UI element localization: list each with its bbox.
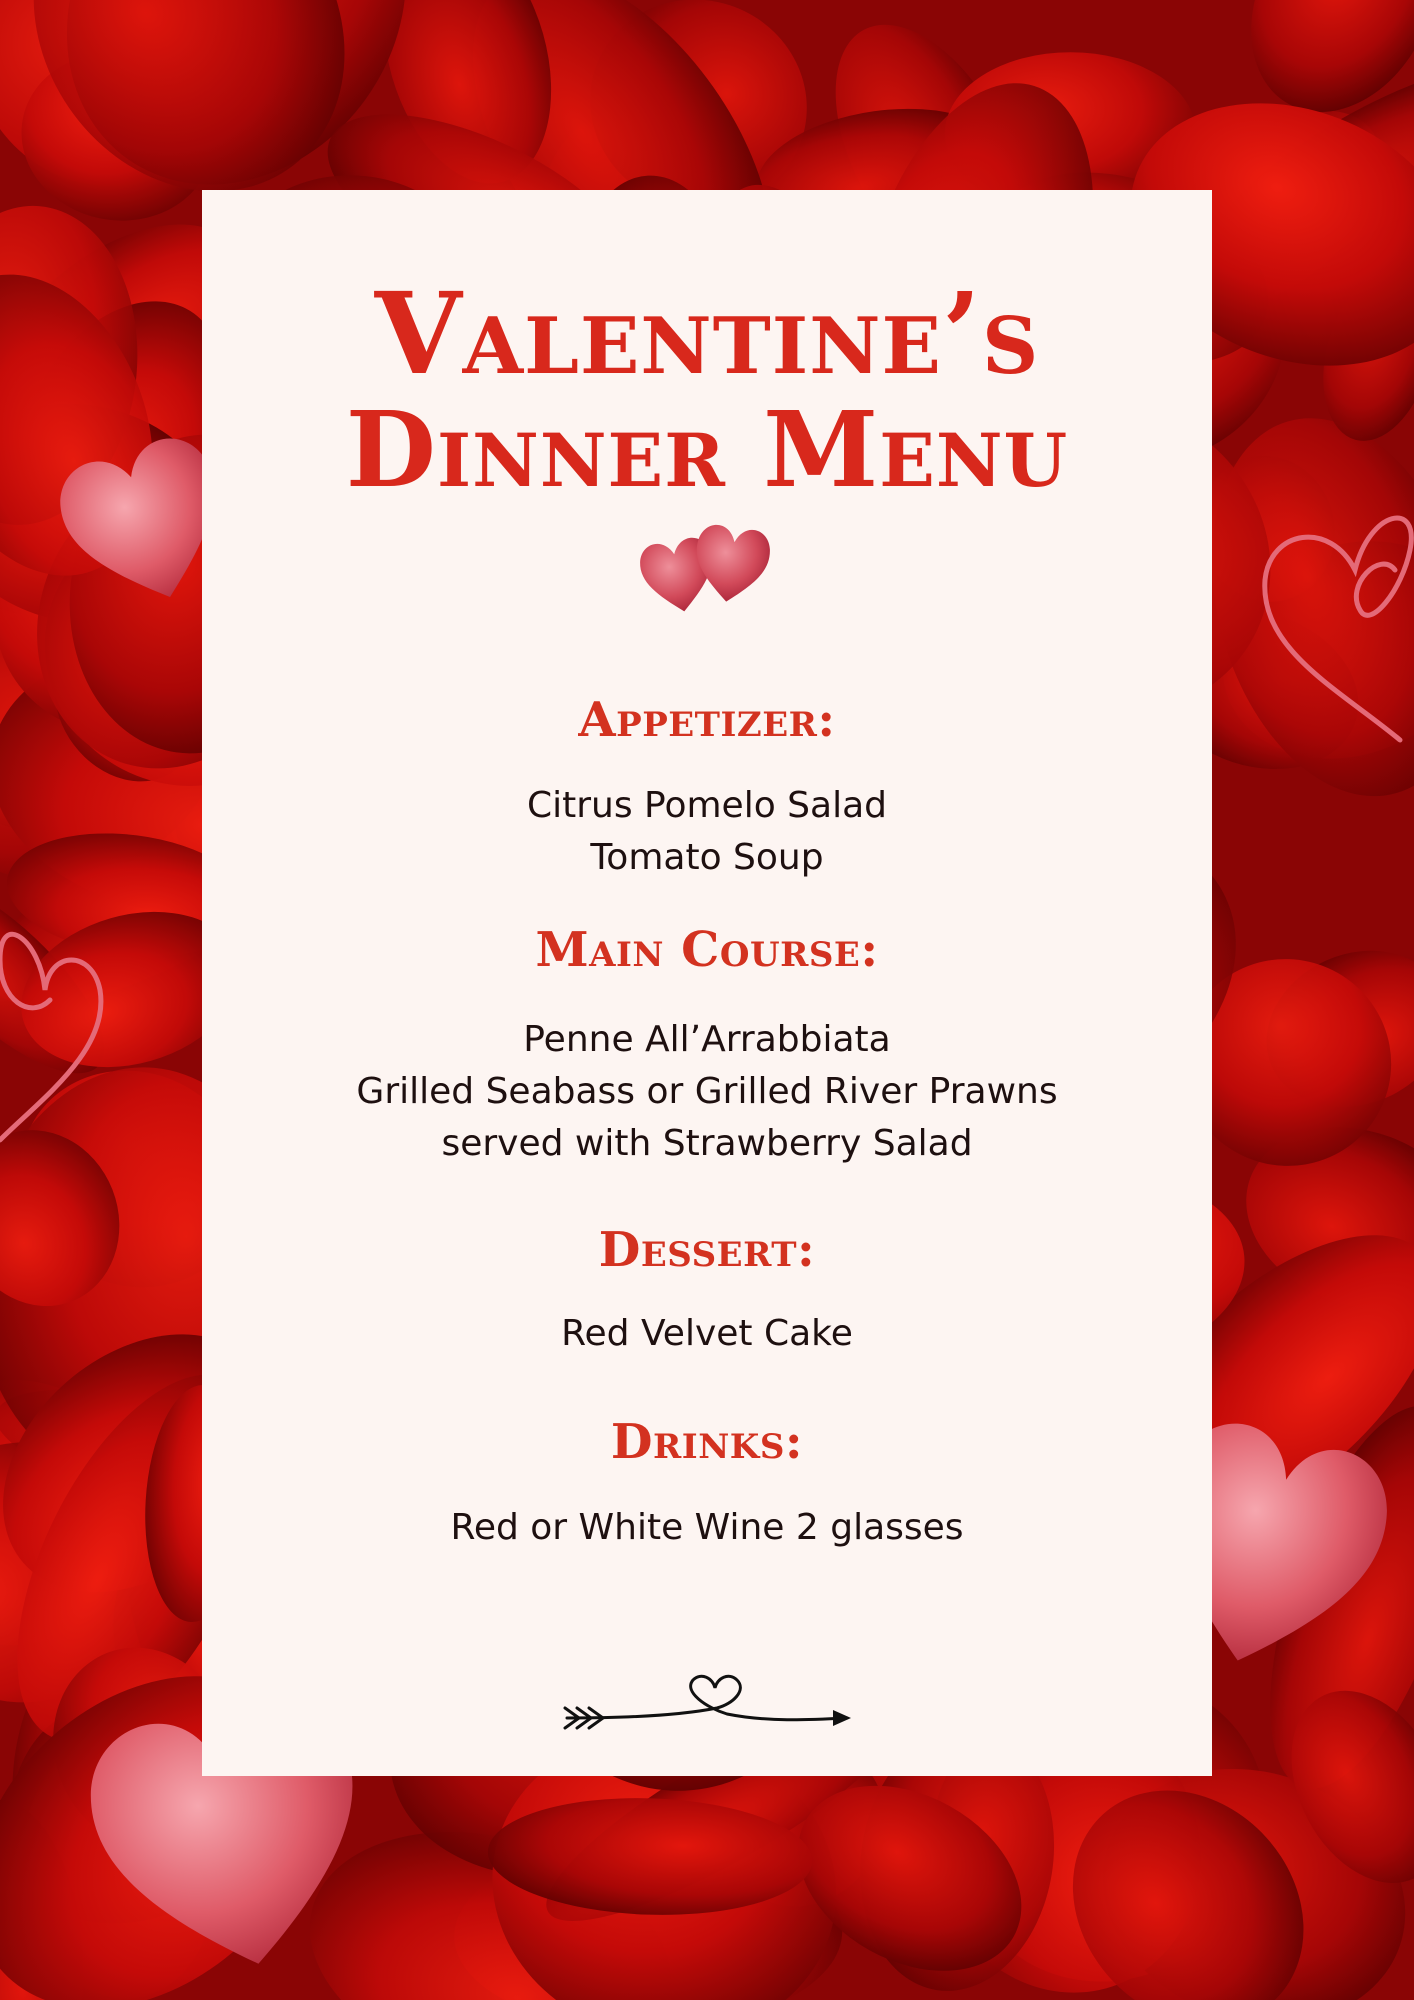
drinks-heading: Drinks: [610,1414,804,1470]
menu-item: Red Velvet Cake [561,1313,853,1354]
main-course-heading: Main Course: [535,922,879,978]
heart-outline-icon [0,900,120,1160]
heart-outline-icon [1220,490,1414,760]
appetizer-heading: Appetizer: [578,692,836,748]
menu-item: Penne All’Arrabbiata [523,1019,891,1060]
dessert-heading: Dessert: [598,1222,816,1278]
menu-card [202,190,1212,1776]
menu-item: Red or White Wine 2 glasses [450,1507,964,1548]
menu-item: Tomato Soup [590,837,824,878]
menu-item: Citrus Pomelo Salad [526,785,888,826]
menu-item: Grilled Seabass or Grilled River Prawns [356,1071,1058,1112]
double-heart-icon [632,510,782,620]
menu-title-line1: Valentine’s [374,269,1040,400]
heart-arrow-icon [557,1660,857,1740]
menu-item: served with Strawberry Salad [441,1123,973,1164]
menu-title-line2: Dinner Menu [345,388,1069,511]
